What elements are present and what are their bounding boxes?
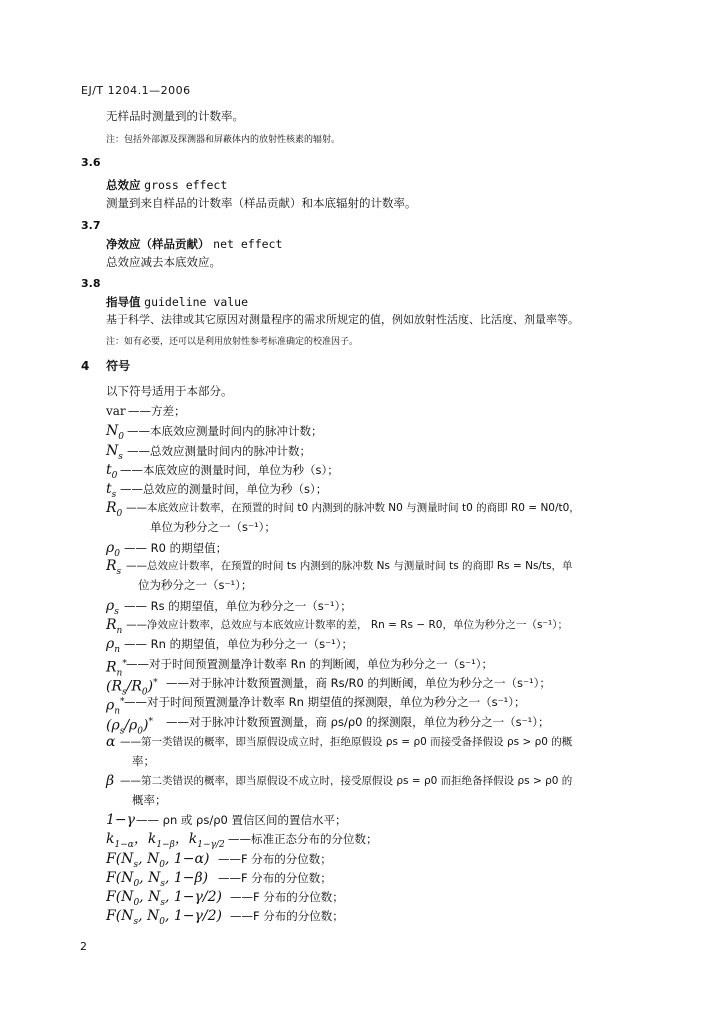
page-header: EJ/T 1204.1—2006: [81, 84, 191, 97]
symbols-intro: 以下符号适用于本部分。: [106, 384, 233, 398]
symbol-f-3: $F(N_0$, $N_s$, 1−γ/2): [106, 889, 222, 908]
symbol-rhon: $\rho_n$: [106, 636, 121, 655]
symbol-rho0: $\rho_0$: [106, 540, 120, 559]
desc-ns: ——总效应测量时间内的脉冲计数；: [127, 444, 311, 458]
symbol-beta: β: [106, 773, 115, 789]
desc-beta-cont: 概率；: [132, 793, 167, 807]
desc-alpha-cont: 率；: [132, 754, 155, 768]
symbol-rs: $R_s$: [106, 558, 122, 577]
continuation-note: 注：包括外部源及探测器和屏蔽体内的放射性核素的辐射。: [106, 135, 341, 145]
desc-rhon-star: ——对于时间预置测量净计数率 Rn 期望值的探测限，单位为秒分之一（s⁻¹）；: [124, 695, 526, 709]
desc-rhos-rho0-star: ——对于脉冲计数预置测量，商 ρs/ρ0 的探测限，单位为秒分之一（s⁻¹）；: [166, 715, 550, 729]
section-number-3-6: 3.6: [81, 156, 101, 169]
desc-var: ——方差；: [128, 404, 186, 418]
symbol-r0: $R_0$: [106, 500, 123, 519]
desc-f-2: ——F 分布的分位数；: [218, 871, 332, 885]
term-en: gross effect: [144, 178, 228, 192]
definition-3-6: 测量到来自样品的计数率（样品贡献）和本底辐射的计数率。: [106, 196, 417, 210]
section-number-4: 4: [81, 359, 90, 373]
section-heading-4: [81, 358, 130, 374]
symbol-rhon-star: $\rho_n^*$: [106, 697, 125, 717]
symbol-rn-star: $R_n^*$: [106, 659, 127, 679]
desc-rho0: —— R0 的期望值；: [124, 541, 228, 555]
symbol-var: var: [106, 404, 126, 418]
section-number-3-8: 3.8: [81, 277, 101, 290]
symbol-ns: $N_s$: [106, 443, 123, 462]
desc-beta: ——第二类错误的概率，即当原假设不成立时，接受原假设 ρs = ρ0 而拒绝备择假设 ρs > ρ0 的: [120, 775, 573, 787]
section-title-4: 符号: [106, 359, 131, 373]
continuation-text: 无样品时测量到的计数率。: [106, 109, 244, 123]
term-3-7: [106, 236, 282, 252]
term-en: net effect: [213, 237, 283, 251]
symbol-one-minus-gamma: 1−γ: [106, 812, 136, 828]
desc-rs: ——总效应计数率，在预置的时间 ts 内测到的脉冲数 Ns 与测量时间 ts 的商即 Rs = Ns/ts，单: [126, 560, 573, 572]
definition-3-7: 总效应减去本底效应。: [106, 255, 221, 269]
desc-rhos: —— Rs 的期望值，单位为秒分之一（s⁻¹）；: [124, 599, 352, 613]
symbol-t0: $t_0$: [106, 462, 118, 481]
symbol-rhos: $\rho_s$: [106, 598, 119, 617]
symbol-f-2: $F(N_0$, $N_s$, 1−β): [106, 870, 209, 889]
desc-r0-cont: 单位为秒分之一（s⁻¹）；: [150, 520, 276, 534]
note-3-8: 注：如有必要，还可以是利用放射性参考标准确定的校准因子。: [106, 337, 359, 347]
term-3-8: [106, 294, 248, 310]
desc-rn: ——净效应计数率，总效应与本底效应计数率的差， Rn = Rs − R0，单位为秒分之一（s⁻¹）；: [126, 619, 568, 631]
desc-n0: ——本底效应测量时间内的脉冲计数；: [127, 424, 323, 438]
desc-rn-star: ——对于时间预置测量净计数率 Rn 的判断阈，单位为秒分之一（s⁻¹）；: [126, 657, 494, 671]
desc-rs-r0-star: ——对于脉冲计数预置测量，商 Rs/R0 的判断阈，单位为秒分之一（s⁻¹）；: [166, 676, 551, 690]
symbol-f-4: $F(N_s$, $N_0$, 1−γ/2): [106, 908, 222, 927]
desc-f-4: ——F 分布的分位数；: [230, 909, 344, 923]
section-number-3-7: 3.7: [81, 219, 101, 232]
symbol-rhos-rho0-star: $(\rho_s/\rho_0)^*$: [106, 717, 153, 737]
page-number: 2: [80, 940, 87, 953]
desc-alpha: ——第一类错误的概率，即当原假设成立时，拒绝原假设 ρs = ρ0 而接受备择假设 ρs > ρ0 的概: [120, 736, 573, 748]
symbol-rn: $R_n$: [106, 617, 123, 636]
definition-3-8: 基于科学、法律或其它原因对测量程序的需求所规定的值，例如放射性活度、比活度、剂量率等。: [106, 313, 579, 326]
symbol-n0: $N_0$: [106, 423, 124, 442]
desc-k-quantiles: ——标准正态分布的分位数；: [228, 832, 378, 846]
symbol-alpha: α: [106, 734, 116, 750]
term-en: guideline value: [144, 295, 249, 309]
symbol-f-1: $F(N_s$, $N_0$, 1−α): [106, 851, 210, 870]
term-zh: 净效应（样品贡献）: [106, 237, 210, 251]
desc-r0: ——本底效应计数率，在预置的时间 t0 内测到的脉冲数 N0 与测量时间 t0 的商即 R0 = N0/t0，: [126, 502, 580, 514]
desc-rs-cont: 位为秒分之一（s⁻¹）；: [138, 578, 253, 592]
term-zh: 总效应: [106, 178, 141, 192]
term-3-6: [106, 177, 227, 193]
desc-ts: ——总效应的测量时间，单位为秒（s）；: [120, 482, 328, 496]
symbol-rs-r0-star: $(R_s/R_0)^*$: [106, 678, 158, 698]
term-zh: 指导值: [106, 295, 141, 309]
symbol-k-quantiles: $k_{1-\alpha}$，$k_{1-\beta}$，$k_{1-\gamma/2}$: [106, 831, 225, 850]
desc-f-3: ——F 分布的分位数；: [230, 890, 344, 904]
symbol-ts: $t_s$: [106, 481, 117, 500]
desc-one-minus-gamma: —— ρn 或 ρs/ρ0 置信区间的置信水平；: [136, 813, 347, 827]
desc-t0: ——本底效应的测量时间，单位为秒（s）；: [120, 463, 339, 477]
desc-rhon: —— Rn 的期望值，单位为秒分之一（s⁻¹）；: [124, 637, 354, 651]
desc-f-1: ——F 分布的分位数；: [218, 852, 332, 866]
